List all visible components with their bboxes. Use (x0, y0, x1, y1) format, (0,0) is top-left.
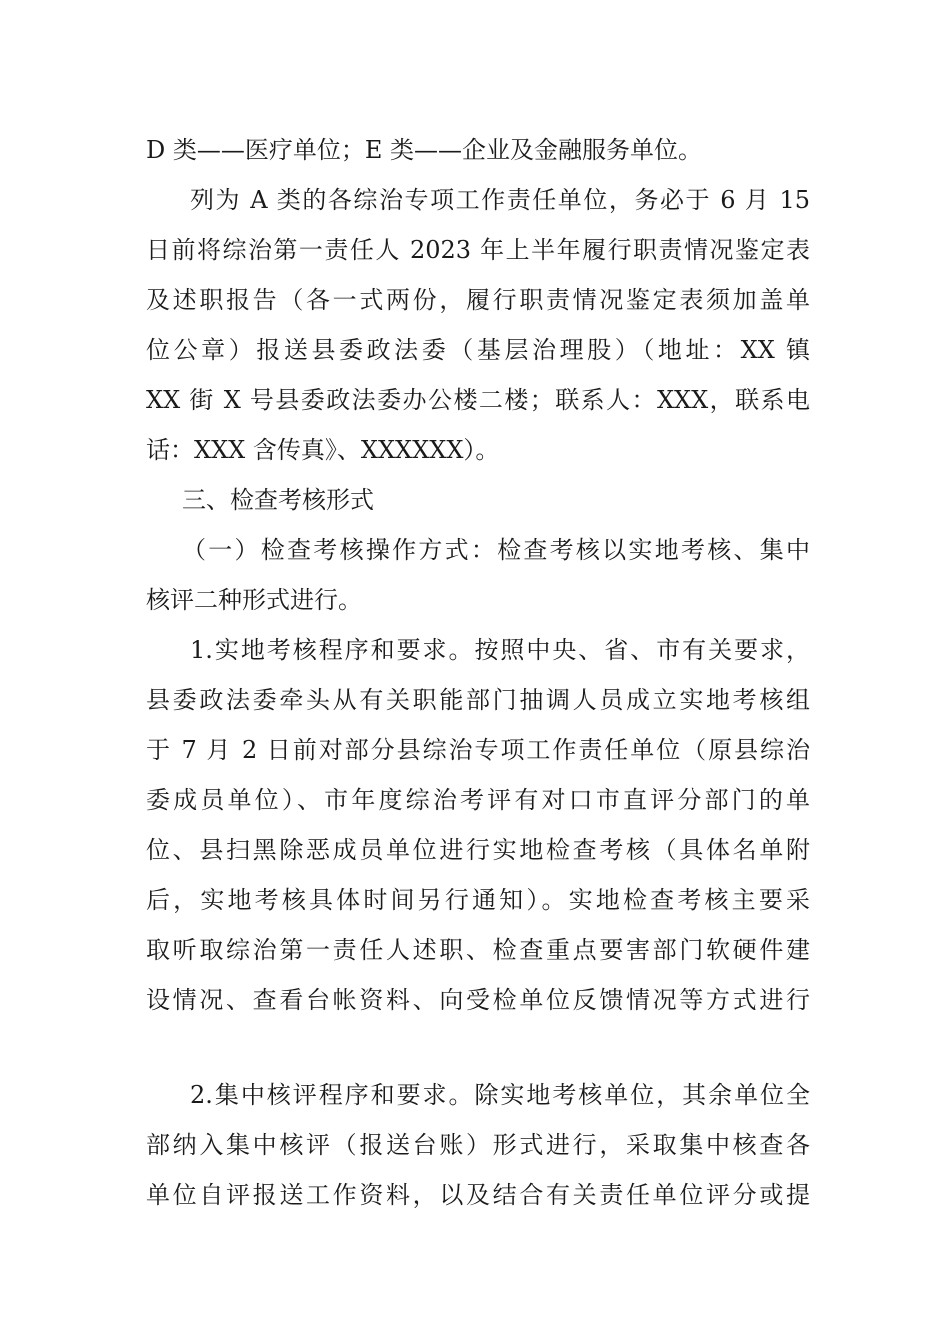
text-line-2: 列为 A 类的各综治专项工作责任单位，务必于 6 月 15 (190, 186, 810, 214)
text-line-6: XX 街 X 号县委政法委办公楼二楼；联系人：XXX，联系电 (146, 386, 810, 414)
text-line-13: 于 7 月 2 日前对部分县综治专项工作责任单位（原县综治 (146, 736, 810, 764)
text-line-3: 日前将综治第一责任人 2023 年上半年履行职责情况鉴定表 (146, 236, 810, 264)
text-line-14: 委成员单位）、市年度综治考评有对口市直评分部门的单 (146, 786, 810, 814)
text-line-21: 单位自评报送工作资料，以及结合有关责任单位评分或提 (146, 1181, 810, 1209)
section-heading: 三、检查考核形式 (182, 486, 374, 514)
text-line-7: 话：XXX 含传真》、XXXXXX）。 (146, 436, 500, 464)
text-line-1: D 类——医疗单位；E 类——企业及金融服务单位。 (146, 136, 703, 164)
text-line-17: 取听取综治第一责任人述职、检查重点要害部门软硬件建 (146, 936, 810, 964)
text-line-18: 设情况、查看台帐资料、向受检单位反馈情况等方式进行 (146, 986, 810, 1014)
text-line-10: 核评二种形式进行。 (146, 586, 362, 614)
text-line-16: 后，实地考核具体时间另行通知）。实地检查考核主要采 (146, 886, 810, 914)
text-line-19: 2.集中核评程序和要求。除实地考核单位，其余单位全 (190, 1081, 810, 1109)
text-line-15: 位、县扫黑除恶成员单位进行实地检查考核（具体名单附 (146, 836, 810, 864)
text-line-12: 县委政法委牵头从有关职能部门抽调人员成立实地考核组 (146, 686, 810, 714)
text-line-9: （一）检查考核操作方式：检查考核以实地考核、集中 (182, 536, 810, 564)
text-line-5: 位公章）报送县委政法委（基层治理股）（地址：XX 镇 (146, 336, 810, 364)
text-line-20: 部纳入集中核评（报送台账）形式进行，采取集中核查各 (146, 1131, 810, 1159)
text-line-4: 及述职报告（各一式两份，履行职责情况鉴定表须加盖单 (146, 286, 810, 314)
text-line-11: 1.实地考核程序和要求。按照中央、省、市有关要求， (190, 636, 810, 664)
